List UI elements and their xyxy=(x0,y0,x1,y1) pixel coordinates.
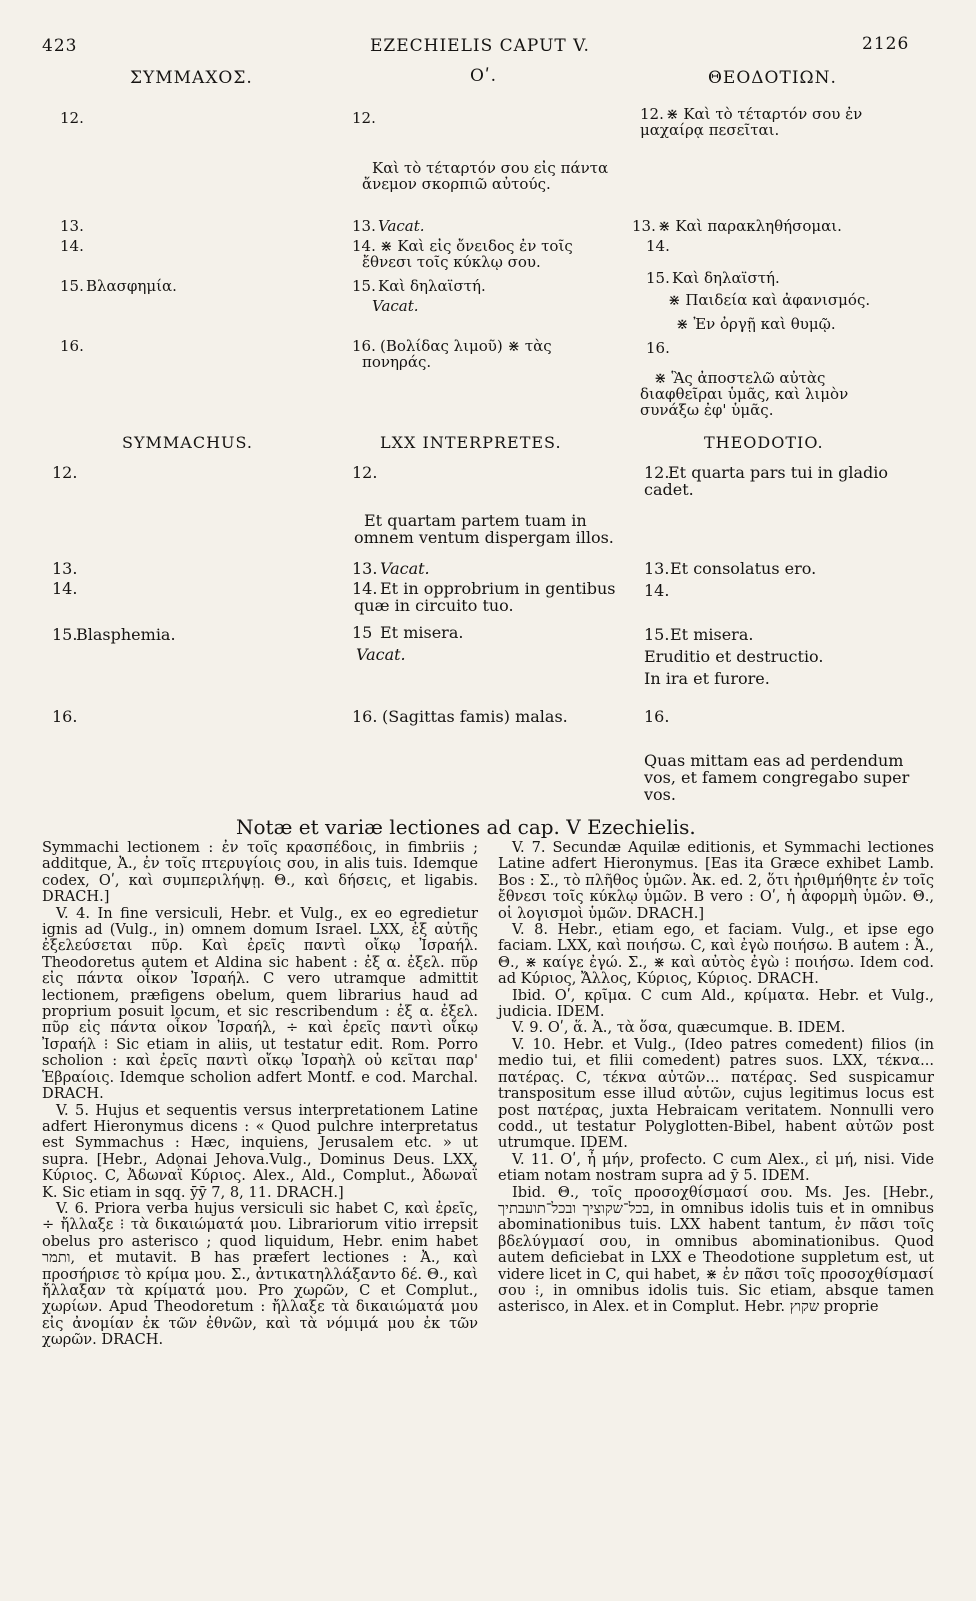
note-right-v7: V. 7. Secundæ Aquilæ editionis, et Symmachi lectiones Latine adfert Hieronymus. [Eas ita Græce exhibet Lamb. Bos : Σ., τὸ πλῆθος ὑμῶν. Ἀκ. ed. 2, ὅτι ἠριθμήθητε ἐν τοῖς ἔθνεσι τοῖς κύκλῳ ὑμῶν. B vero : Οʹ, ἡ ἀφορμὴ ὑμῶν. Θ., οἱ λογισμοὶ ὑμῶν. DRACH.] xyxy=(498,839,934,922)
greek-sym-num-16: 16. xyxy=(60,337,84,355)
greek-theo-num-13: 13. xyxy=(632,217,656,235)
latin-header-lxx: LXX INTERPRETES. xyxy=(380,433,562,452)
latin-theo-num-13: 13. xyxy=(644,559,670,578)
note-left-v5: V. 5. Hujus et sequentis versus interpretationem Latine adfert Hieronymus dicens : « Quod pulchre interpretatus est Symmachus : Hæc, inquiens, Jerusalem etc. » ut supra. [Hebr., Adonai Jehova.Vulg., Dominus Deus. LXX, Κύριος. C, Ἀδωναῒ Κύριος. Alex., Ald., Complut., Ἀδωναῒ Κ. Sic etiam in sqq. ȳȳ 7, 8, 11. DRACH.] xyxy=(42,1101,478,1201)
note-right-v8: V. 8. Hebr., etiam ego, et faciam. Vulg., et ipse ego faciam. LXX, καὶ ποιήσω. C, καὶ ἐγὼ ποιήσω. B autem : Ἀ., Θ., ⋇ καίγε ἐγώ. Σ., ⋇ καὶ αὐτὸς ἐγὼ ⁝ ποιήσω. Idem cod. ad Κύριος, Ἄλλος, Κύριος, Κύριος. DRACH. xyxy=(498,921,934,988)
greek-theo-num-12: 12. xyxy=(640,105,664,123)
latin-theo-text-15b: Eruditio et destructio. xyxy=(644,647,824,666)
latin-lxx-num-14: 14. xyxy=(352,579,378,598)
note-right-v9: V. 9. Οʹ, ἅ. Ἀ., τὰ ὅσα, quæcumque. B. IDEM. xyxy=(512,1019,846,1037)
notes-left-column xyxy=(42,840,478,1349)
greek-sym-num-13: 13. xyxy=(60,217,84,235)
greek-lxx-num-16: 16. xyxy=(352,337,376,355)
greek-theo-num-16: 16. xyxy=(646,339,670,357)
latin-sym-num-13: 13. xyxy=(52,559,78,578)
latin-sym-num-14: 14. xyxy=(52,579,78,598)
greek-lxx-text-14: ⋇ Καὶ εἰς ὄνειδος ἐν τοῖς ἔθνεσι τοῖς κύκλῳ σου. xyxy=(362,237,573,271)
greek-theo-num-14: 14. xyxy=(646,237,670,255)
latin-sym-text-15: Blasphemia. xyxy=(76,625,176,644)
latin-lxx-vacat-15: Vacat. xyxy=(356,645,406,664)
latin-lxx-text-16: (Sagittas famis) malas. xyxy=(382,707,568,726)
note-right-v11: V. 11. Οʹ, ἦ μήν, profecto. C cum Alex., εἰ μή, nisi. Vide etiam notam nostram supra ad ȳ 5. IDEM. xyxy=(498,1150,934,1185)
greek-theo-text-15c: ⋇ Ἐν ὀργῇ καὶ θυμῷ. xyxy=(676,315,836,333)
greek-header-symmachus: ΣΥΜΜΑΧΟΣ. xyxy=(130,68,253,88)
latin-sym-num-12: 12. xyxy=(52,463,78,482)
page-number-right: 2126 xyxy=(862,34,910,54)
latin-lxx-text-15: Et misera. xyxy=(380,623,464,642)
greek-lxx-num-15: 15. xyxy=(352,277,376,295)
latin-theo-text-16: Quas mittam eas ad perdendum vos, et famem congregabo super vos. xyxy=(644,751,910,804)
greek-lxx-text-13: Vacat. xyxy=(378,217,425,235)
latin-lxx-num-16: 16. xyxy=(352,707,378,726)
greek-sym-num-12: 12. xyxy=(60,109,84,127)
note-right-v11-ibid: Ibid. Θ., τοῖς προσοχθίσμασί σου. Ms. Jes. [Hebr., בכל־שקוציך ובכל־תועבתיך, in omnibus idolis tuis et in omnibus abominationibus tuis. LXX habent tantum, ἐν πᾶσι τοῖς βδελύγμασί σου, in omnibus abominationibus. Quod autem deficiebat in LXX e Theodotione suppletum est, ut videre licet in C, qui habet, ⋇ ἐν πᾶσι τοῖς προσοχθίσμασί σου ⁝, in omnibus idolis tuis. Sic etiam, absque tamen asterisco, in Alex. et in Complut. Hebr. שקוץ proprie xyxy=(498,1183,934,1316)
greek-lxx-num-14: 14. xyxy=(352,237,376,255)
greek-lxx-num-12: 12. xyxy=(352,109,376,127)
latin-theo-text-15: Et misera. xyxy=(670,625,754,644)
latin-sym-num-15: 15. xyxy=(52,625,78,644)
latin-theo-num-12: 12. xyxy=(644,463,670,482)
greek-lxx-text-12: Καὶ τὸ τέταρτόν σου εἰς πάντα ἄνεμον σκορπιῶ αὐτούς. xyxy=(362,159,609,193)
latin-lxx-num-13: 13. xyxy=(352,559,378,578)
greek-sym-num-15: 15. xyxy=(60,277,84,295)
greek-lxx-text-16: (Βολίδας λιμοῦ) ⋇ τὰς πονηράς. xyxy=(362,337,552,371)
latin-lxx-num-15: 15 xyxy=(352,623,373,642)
latin-lxx-text-13: Vacat. xyxy=(380,559,430,578)
latin-theo-text-13: Et consolatus ero. xyxy=(670,559,817,578)
greek-lxx-vacat-15: Vacat. xyxy=(372,297,419,315)
latin-theo-text-12: Et quarta pars tui in gladio cadet. xyxy=(644,463,889,499)
note-right-v10: V. 10. Hebr. et Vulg., (Ideo patres comedent) filios (in medio tui, et filii comedent) patres suos. LXX, τέκνα... πατέρας. C, τέκνα αὐτῶν... πατέρας. Sed suspicamur transpositum esse illud αὐτῶν, cujus legitimus locus est post πατέρας, juxta Hebraicam veritatem. Nonnulli vero codd., ut testatur Polyglotten-Bibel, habent αὐτῶν post utrumque. IDEM. xyxy=(498,1035,934,1152)
greek-theo-text-15: Καὶ δηλαϊστή. xyxy=(672,269,780,287)
greek-header-theodotion: ΘΕΟΔΟΤΙΩΝ. xyxy=(708,68,837,88)
greek-sym-text-15: Βλασφημία. xyxy=(86,277,177,295)
latin-header-symmachus: SYMMACHUS. xyxy=(122,433,253,452)
latin-theo-num-16: 16. xyxy=(644,707,670,726)
latin-theo-num-15: 15. xyxy=(644,625,670,644)
note-left-v6: V. 6. Priora verba hujus versiculi sic habet C, καὶ ἐρεῖς, ÷ ἤλλαξε ⁝ τὰ δικαιώματά μου. Librariorum vitio irrepsit obelus pro asterisco ; quod liquidum, Hebr. enim habet ותמר, et mutavit. B has præfert lectiones : Ἀ., καὶ προσήρισε τὸ κρίμα μου. Σ., ἀντικατηλλάξαντο δέ. Θ., καὶ ἤλλαξαν τὰ κρίματά μου. Pro χωρῶν, C et Complut., χωρίων. Apud Theodoretum : ἤλλαξε τὰ δικαιώματά μου εἰς ἀνομίαν ἐκ τῶν ἐθνῶν, καὶ τὰ νόμιμά μου ἐκ τῶν χωρῶν. DRACH. xyxy=(42,1199,478,1349)
latin-lxx-num-12: 12. xyxy=(352,463,378,482)
latin-header-theodotion: THEODOTIO. xyxy=(704,433,824,452)
greek-theo-text-15b: ⋇ Παιδεία καὶ ἀφανισμός. xyxy=(668,291,871,309)
latin-theo-num-14: 14. xyxy=(644,581,670,600)
latin-lxx-text-14: Et in opprobrium in gentibus quæ in circuito tuo. xyxy=(354,579,616,615)
greek-header-lxx: Οʹ. xyxy=(470,66,498,86)
greek-theo-num-15: 15. xyxy=(646,269,670,287)
note-left-symmachi: Symmachi lectionem : ἐν τοῖς κρασπέδοις, in fimbriis ; additque, Ἀ., ἐν τοῖς πτερυγίοις σου, in alis tuis. Idemque codex, Οʹ, καὶ συμπεριλήψῃ. Θ., καὶ δήσεις, et ligabis. DRACH.] xyxy=(42,839,478,906)
greek-theo-text-12: ⋇ Καὶ τὸ τέταρτόν σου ἐν μαχαίρᾳ πεσεῖται. xyxy=(640,105,863,139)
latin-theo-text-15c: In ira et furore. xyxy=(644,669,770,688)
greek-lxx-text-15: Καὶ δηλαϊστή. xyxy=(378,277,486,295)
latin-sym-num-16: 16. xyxy=(52,707,78,726)
greek-theo-text-13: ⋇ Καὶ παρακληθήσομαι. xyxy=(658,217,842,235)
greek-lxx-num-13: 13. xyxy=(352,217,376,235)
greek-sym-num-14: 14. xyxy=(60,237,84,255)
page-number-left: 423 xyxy=(42,36,78,56)
notes-title: Notæ et variæ lectiones ad cap. V Ezechielis. xyxy=(236,815,696,839)
page-title: EZECHIELIS CAPUT V. xyxy=(370,36,590,56)
note-left-v4: V. 4. In fine versiculi, Hebr. et Vulg., ex eo egredietur ignis ad (Vulg., in) omnem domum Israel. LXX, ἐξ αὐτῆς ἐξελεύσεται πῦρ. Καὶ ἐρεῖς παντὶ οἴκῳ Ἰσραήλ. Theodoretus autem et Aldina sic habent : ἐξ α. ἐξελ. πῦρ εἰς πάντα οἶκον Ἰσραήλ. C vero utramque admittit lectionem, præfigens obelum, quem librarius haud ad proprium posuit locum, et sic rescribendum : ἐξ α. ἐξελ. πῦρ εἰς πάντα οἶκον Ἰσραήλ, ÷ καὶ ἐρεῖς παντὶ οἴκῳ Ἰσραήλ ⁝ Sic etiam in aliis, ut testatur edit. Rom. Porro scholion : καὶ ἐρεῖς παντὶ οἴκῳ Ἰσραὴλ οὐ κεῖται παρ' Ἑβραίοις. Idemque scholion adfert Montf. e cod. Marchal. DRACH. xyxy=(42,904,478,1103)
note-right-v8-ibid: Ibid. Οʹ, κρῖμα. C cum Ald., κρίματα. Hebr. et Vulg., judicia. IDEM. xyxy=(498,986,934,1021)
notes-right-column xyxy=(498,840,934,1316)
latin-lxx-text-12: Et quartam partem tuam in omnem ventum dispergam illos. xyxy=(354,511,614,547)
greek-theo-text-16: ⋇ Ἃς ἀποστελῶ αὐτὰς διαφθεῖραι ὑμᾶς, καὶ λιμὸν συνάξω ἐφ' ὑμᾶς. xyxy=(640,369,849,419)
